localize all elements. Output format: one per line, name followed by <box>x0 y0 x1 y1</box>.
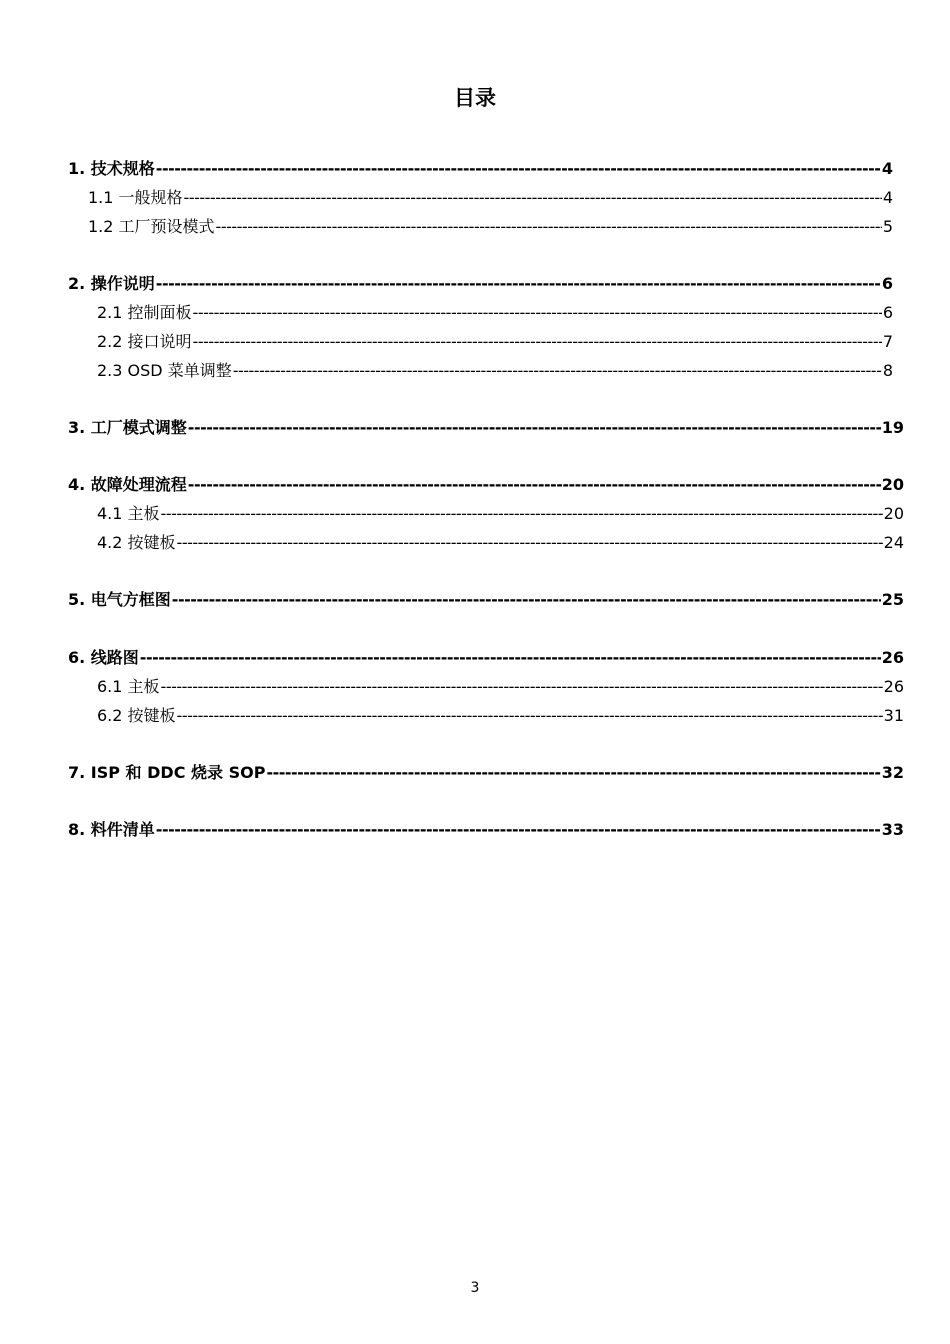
toc-entry-text: 6.2 按键板 <box>97 706 176 725</box>
toc-entry-text: 4.2 按键板 <box>97 533 176 552</box>
toc-page-number: 19 <box>881 418 904 437</box>
toc-entry-1[interactable] <box>68 158 893 180</box>
toc-leader <box>177 532 883 554</box>
toc-entry-4-2[interactable] <box>97 532 904 554</box>
toc-entry-text: 2. 操作说明 <box>68 274 155 293</box>
toc-leader <box>161 503 883 525</box>
toc-entry-text: 6.1 主板 <box>97 677 160 696</box>
toc-leader <box>188 417 881 439</box>
toc-page-number: 31 <box>883 706 904 725</box>
toc-page-number: 32 <box>881 763 904 782</box>
toc-page-number: 33 <box>881 820 904 839</box>
toc-entry-4[interactable] <box>68 474 904 496</box>
toc-entry-6-1[interactable] <box>97 676 904 698</box>
toc-entry-2[interactable] <box>68 273 893 295</box>
toc-page-number: 24 <box>883 533 904 552</box>
page-number: 3 <box>470 1280 480 1296</box>
toc-entry-4-1[interactable] <box>97 503 904 525</box>
toc-entry-text: 2.3 OSD 菜单调整 <box>97 361 232 380</box>
toc-leader <box>188 474 881 496</box>
toc-entry-text: 1.1 一般规格 <box>88 188 183 207</box>
toc-page-number: 4 <box>881 159 893 178</box>
toc-leader <box>193 302 882 324</box>
toc-entry-text: 8. 料件清单 <box>68 820 155 839</box>
toc-leader <box>233 360 882 382</box>
toc-page-number: 25 <box>881 590 904 609</box>
toc-page-number: 8 <box>882 361 893 380</box>
toc-page-number: 20 <box>881 475 904 494</box>
page-title: 目录 <box>454 86 496 110</box>
toc-entry-text: 1. 技术规格 <box>68 159 155 178</box>
toc-page-number: 7 <box>882 332 893 351</box>
toc-entry-8[interactable] <box>68 819 904 841</box>
toc-entry-text: 2.1 控制面板 <box>97 303 192 322</box>
toc-entry-1-2[interactable] <box>88 216 893 238</box>
toc-entry-text: 7. ISP 和 DDC 烧录 SOP <box>68 763 266 782</box>
toc-entry-text: 3. 工厂模式调整 <box>68 418 187 437</box>
toc-leader <box>140 647 881 669</box>
toc-leader <box>184 187 882 209</box>
toc-entry-text: 1.2 工厂预设模式 <box>88 217 215 236</box>
toc-entry-5[interactable] <box>68 589 904 611</box>
toc-entry-text: 4.1 主板 <box>97 504 160 523</box>
toc-entry-text: 2.2 接口说明 <box>97 332 192 351</box>
toc-entry-text: 4. 故障处理流程 <box>68 475 187 494</box>
toc-leader <box>216 216 882 238</box>
toc-leader <box>266 762 880 784</box>
toc-entry-1-1[interactable] <box>88 187 893 209</box>
toc-page-number: 6 <box>882 303 893 322</box>
toc-entry-6-2[interactable] <box>97 705 904 727</box>
toc-leader <box>156 158 881 180</box>
toc-entry-7[interactable] <box>68 762 904 784</box>
toc-entry-3[interactable] <box>68 417 904 439</box>
toc-leader <box>193 331 882 353</box>
toc-page-number: 20 <box>883 504 904 523</box>
toc-entry-text: 6. 线路图 <box>68 648 139 667</box>
toc-leader <box>172 589 881 611</box>
toc-entry-2-1[interactable] <box>97 302 893 324</box>
toc-leader <box>156 819 881 841</box>
toc-entry-2-3[interactable] <box>97 360 893 382</box>
toc-page-number: 26 <box>883 677 904 696</box>
toc-page-number: 6 <box>881 274 893 293</box>
toc-page-number: 26 <box>881 648 904 667</box>
toc-leader <box>161 676 883 698</box>
toc-entry-6[interactable] <box>68 647 904 669</box>
toc-leader <box>177 705 883 727</box>
toc-leader <box>156 273 881 295</box>
toc-entry-2-2[interactable] <box>97 331 893 353</box>
toc-page-number: 4 <box>882 188 893 207</box>
toc-entry-text: 5. 电气方框图 <box>68 590 171 609</box>
toc-page-number: 5 <box>882 217 893 236</box>
